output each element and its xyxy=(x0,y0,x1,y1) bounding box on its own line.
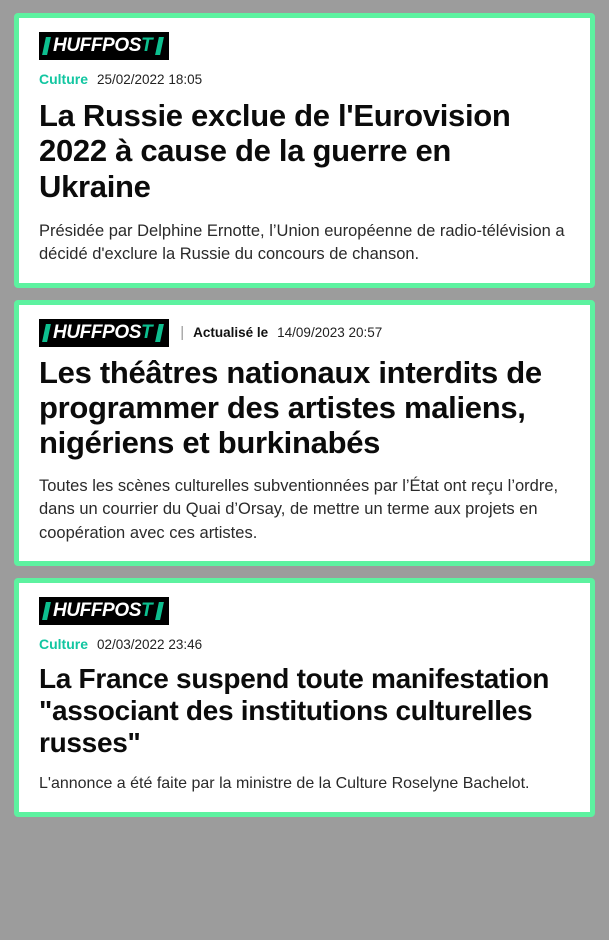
publisher-header xyxy=(39,32,570,60)
article-summary: Présidée par Delphine Ernotte, l’Union européenne de radio-télévision a décidé d'exclure la Russie du concours de chanson. xyxy=(39,221,565,264)
publisher-header xyxy=(39,319,570,347)
logo-left-bar-icon xyxy=(42,602,51,620)
publisher-header xyxy=(39,597,570,625)
huffpost-logo[interactable] xyxy=(39,32,169,60)
category-label[interactable]: Culture xyxy=(39,636,88,653)
article-headline[interactable]: La Russie exclue de l'Eurovision 2022 à cause de la guerre en Ukraine xyxy=(39,98,511,204)
logo-left-bar-icon xyxy=(42,37,51,55)
article-card[interactable] xyxy=(14,13,595,288)
article-summary: L'annonce a été faite par la ministre de la Culture Roselyne Bachelot. xyxy=(39,774,530,792)
logo-right-bar-icon xyxy=(155,324,164,342)
huffpost-logo-text: HUFFPOST xyxy=(53,321,153,343)
article-meta xyxy=(39,71,570,87)
category-label[interactable]: Culture xyxy=(39,71,88,87)
article-headline[interactable]: Les théâtres nationaux interdits de programmer des artistes maliens, nigériens et burkinabés xyxy=(39,354,542,461)
article-card[interactable] xyxy=(14,578,595,816)
logo-right-bar-icon xyxy=(155,602,164,620)
huffpost-logo[interactable] xyxy=(39,597,169,625)
logo-right-bar-icon xyxy=(155,37,164,55)
article-summary: Toutes les scènes culturelles subventionnées par l’État ont reçu l’ordre, dans un courrier du Quai d’Orsay, de mettre un terme aux projets en coopération avec ces artistes. xyxy=(39,476,559,542)
huffpost-logo[interactable] xyxy=(39,319,169,347)
publish-date: 14/09/2023 20:57 xyxy=(277,325,383,341)
publish-date: 02/03/2022 23:46 xyxy=(97,637,203,653)
meta-separator: | xyxy=(180,324,185,342)
article-meta xyxy=(39,636,570,652)
logo-left-bar-icon xyxy=(42,324,51,342)
article-card[interactable] xyxy=(14,300,595,566)
updated-label: Actualisé le xyxy=(193,325,269,341)
huffpost-logo-text: HUFFPOST xyxy=(53,600,153,622)
huffpost-logo-text: HUFFPOST xyxy=(53,35,153,56)
article-headline[interactable]: La France suspend toute manifestation "associant des institutions culturelles russes" xyxy=(39,663,550,758)
publish-date: 25/02/2022 18:05 xyxy=(97,72,203,87)
